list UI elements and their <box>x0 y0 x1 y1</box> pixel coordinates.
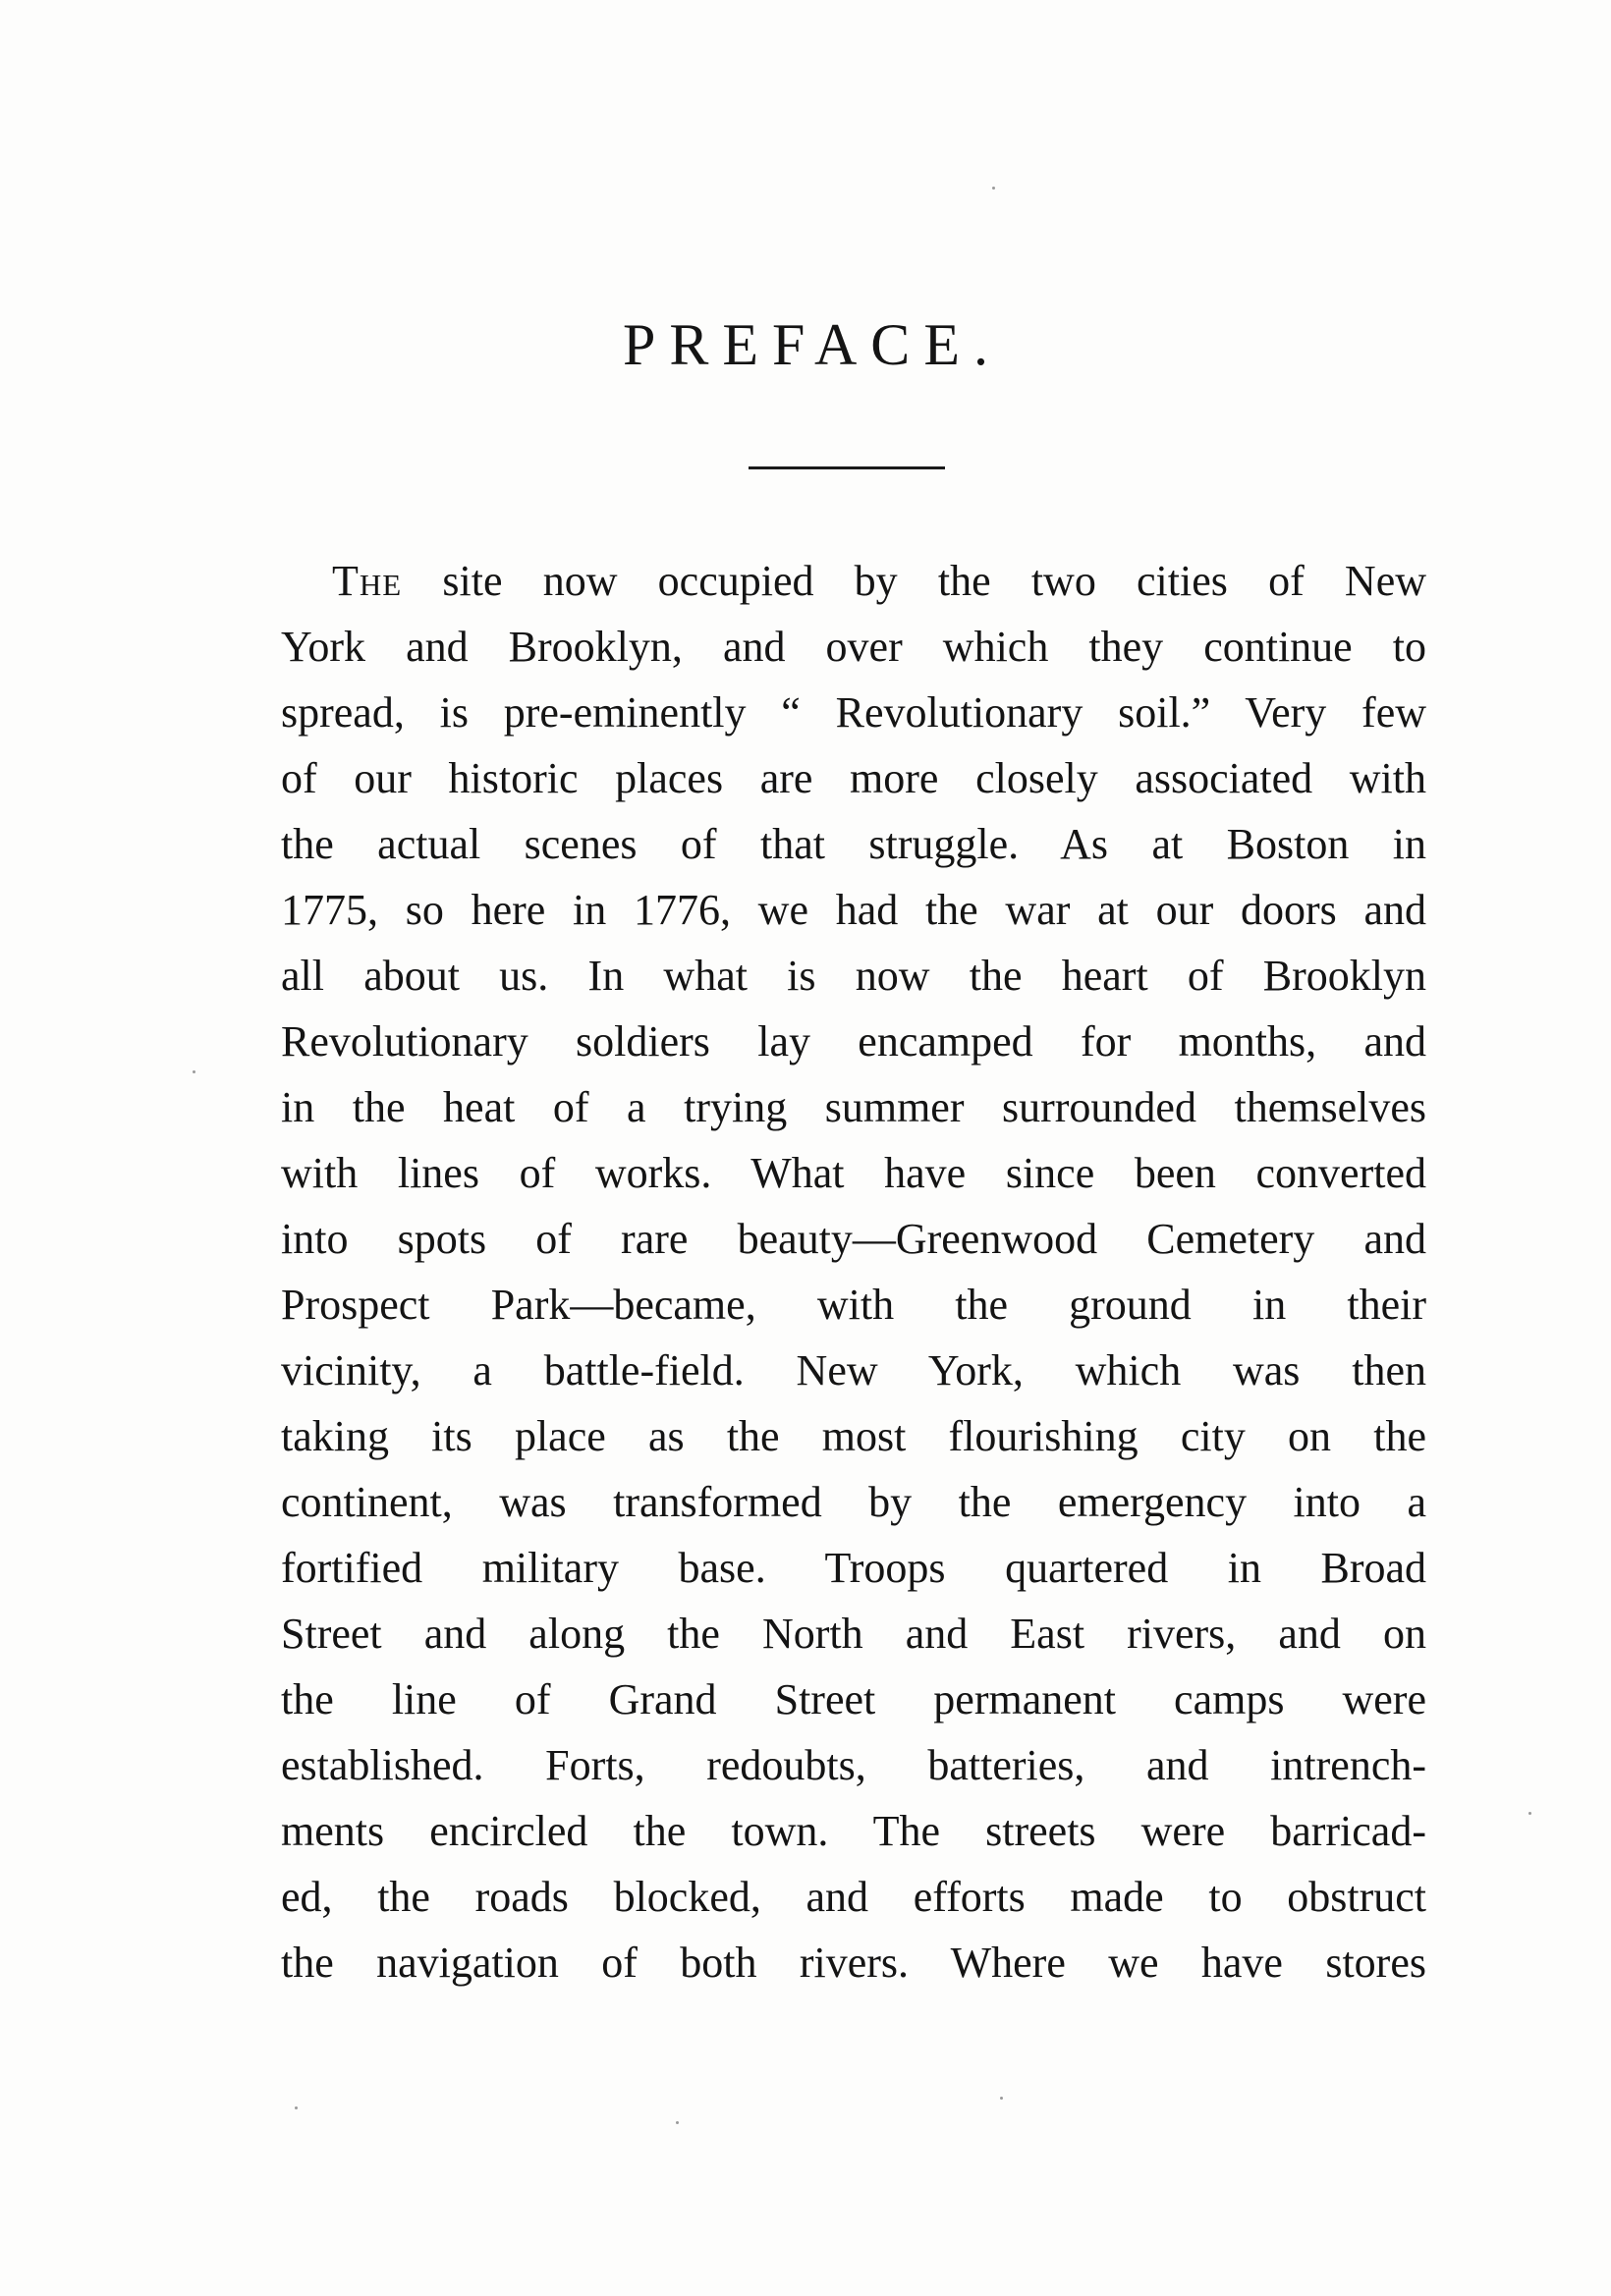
text-line: Street and along the North and East rivers, and on <box>281 1610 1426 1658</box>
text-line: York and Brooklyn, and over which they continue to <box>281 623 1426 671</box>
paper-speck <box>1000 2097 1003 2100</box>
text-line: spread, is pre-eminently “ Revolutionary soil.” Very few <box>281 688 1426 737</box>
page-title: PREFACE. <box>623 312 1002 377</box>
text-line: all about us. In what is now the heart of Brooklyn <box>281 952 1426 1000</box>
paper-speck <box>992 187 995 190</box>
text-line: taking its place as the most flourishing city on the <box>281 1412 1426 1460</box>
text-line: Revolutionary soldiers lay encamped for months, and <box>281 1017 1426 1066</box>
text-line: into spots of rare beauty—Greenwood Cemetery and <box>281 1215 1426 1263</box>
text-line: 1775, so here in 1776, we had the war at our doors and <box>281 886 1426 934</box>
text-line: the actual scenes of that struggle. As at Boston in <box>281 820 1426 868</box>
text-line: the navigation of both rivers. Where we have stores <box>281 1939 1426 1987</box>
drop-word: The <box>332 557 403 605</box>
title-divider <box>749 466 945 469</box>
text-line: fortified military base. Troops quartered in Broad <box>281 1544 1426 1592</box>
paper-speck <box>676 2121 679 2124</box>
text-line-1 <box>281 548 1426 614</box>
text-line: vicinity, a battle-field. New York, which was then <box>281 1346 1426 1394</box>
preface-body <box>281 548 1426 1995</box>
text-line: of our historic places are more closely associated with <box>281 754 1426 802</box>
paper-speck <box>295 2106 298 2109</box>
text-line: Prospect Park—became, with the ground in their <box>281 1281 1426 1329</box>
paper-speck <box>193 1070 195 1073</box>
text-line: established. Forts, redoubts, batteries, and intrench- <box>281 1741 1426 1789</box>
text-line: continent, was transformed by the emergency into a <box>281 1478 1426 1526</box>
text-line: ments encircled the town. The streets were barricad- <box>281 1807 1426 1855</box>
text-line: ed, the roads blocked, and efforts made to obstruct <box>281 1873 1426 1921</box>
text-line: with lines of works. What have since been converted <box>281 1149 1426 1197</box>
text-line: the line of Grand Street permanent camps were <box>281 1675 1426 1723</box>
paper-speck <box>1528 1812 1531 1815</box>
text-line: in the heat of a trying summer surrounded themselves <box>281 1083 1426 1131</box>
first-line-text: site now occupied by the two cities of New <box>402 557 1426 605</box>
